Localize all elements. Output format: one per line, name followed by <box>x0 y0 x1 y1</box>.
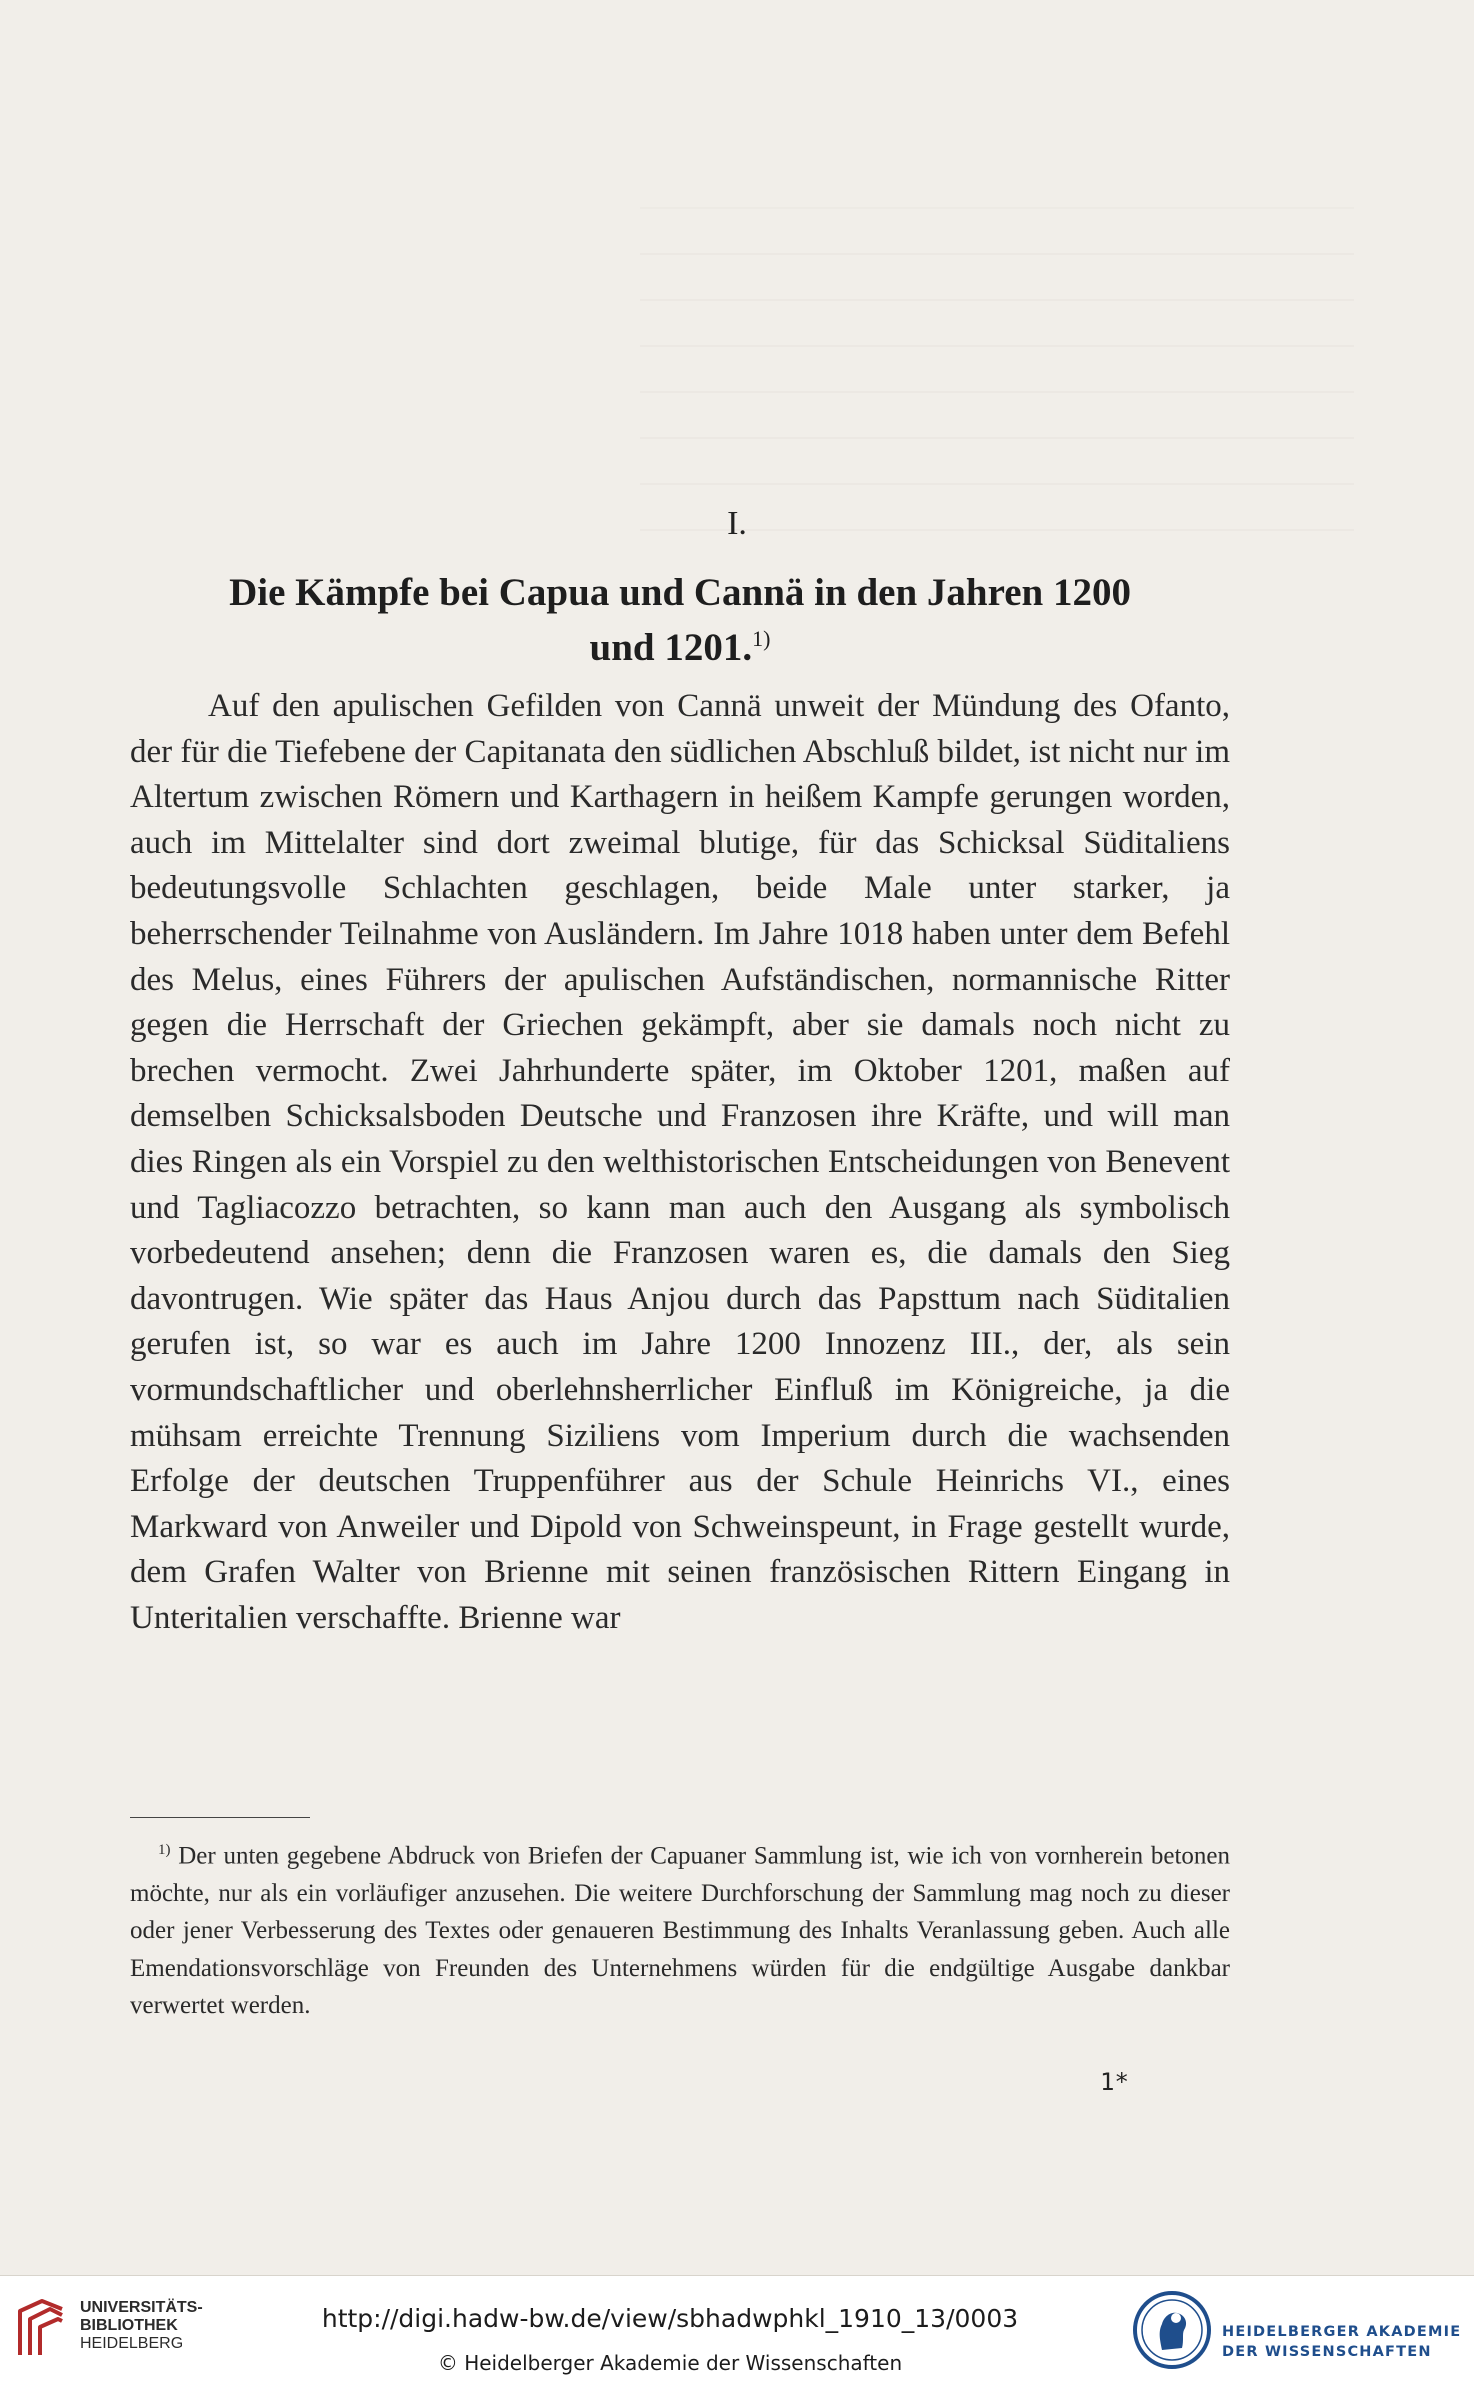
academy-seal-icon[interactable] <box>1132 2290 1212 2374</box>
title-line-2: und 1201. <box>589 626 753 669</box>
university-library-logo-icon[interactable] <box>12 2297 70 2363</box>
signature-mark: 1* <box>1100 2068 1129 2096</box>
permalink-url[interactable]: http://digi.hadw-bw.de/view/sbhadwphkl_1910_13/0003 <box>321 2304 1019 2333</box>
body-paragraph: Auf den apulischen Gefilden von Cannä unweit der Mündung des Ofanto, der für die Tiefebene der Capitanata den südlichen Abschluß bildet, ist nicht nur im Altertum zwischen Römern und Karthagern in heißem Kampfe gerungen worden, auch im Mittelalter sind dort zweimal blutige, für das Schicksal Süditaliens bedeutungsvolle Schlachten geschlagen, beide Male unter starker, ja beherrschender Teilnahme von Ausländern. Im Jahre 1018 haben unter dem Befehl des Melus, eines Führers der apulischen Aufständischen, normannische Ritter gegen die Herrschaft der Griechen gekämpft, aber sie damals noch nicht zu brechen vermocht. Zwei Jahrhunderte später, im Oktober 1201, maßen auf demselben Schicksalsboden Deutsche und Franzosen ihre Kräfte, und will man dies Ringen als ein Vorspiel zu den welthistorischen Entscheidungen von Benevent und Tagliacozzo betrachten, so kann man auch den Ausgang als symbolisch vorbedeutend ansehen; denn die Franzosen waren es, die damals den Sieg davontrugen. Wie später das Haus Anjou durch das Papsttum nach Süditalien gerufen ist, so war es auch im Jahre 1200 Innozenz III., der, als sein vormundschaftlicher und oberlehnsherrlicher Einfluß im Königreiche, ja die mühsam erreichte Trennung Siziliens vom Imperium durch die wachsenden Erfolge der deutschen Truppenführer aus der Schule Heinrichs VI., eines Markward von Anweiler und Dipold von Schweinspeunt, in Frage gestellt wurde, dem Grafen Walter von Brienne mit seinen französischen Rittern Eingang in Unteritalien verschaffte. Brienne war <box>130 688 1230 1636</box>
footnote <box>130 1832 1230 2025</box>
footnote-divider <box>130 1817 310 1818</box>
ub-line-2: BIBLIOTHEK <box>80 2317 178 2334</box>
title-footnote-mark: 1) <box>752 626 771 651</box>
ub-line-1: UNIVERSITÄTS- <box>80 2299 203 2316</box>
hadw-line-2: DER WISSENSCHAFTEN <box>1222 2344 1432 2360</box>
copyright-notice: © Heidelberger Akademie der Wissenschaften <box>437 2351 903 2375</box>
chapter-title <box>130 570 1230 671</box>
academy-name <box>1222 2322 1461 2362</box>
title-line-1: Die Kämpfe bei Capua und Cannä in den Jahren 1200 <box>229 571 1131 614</box>
footnote-mark: 1) <box>158 1842 171 1858</box>
ub-line-3: HEIDELBERG <box>80 2335 184 2352</box>
university-library-name <box>80 2299 203 2353</box>
section-number: I. <box>727 505 747 542</box>
footnote-text: Der unten gegebene Abdruck von Briefen der Capuaner Sammlung ist, wie ich von vornherein betonen möchte, nur als ein vorläufiger anzusehen. Die weitere Durchforschung der Sammlung mag noch zu dieser oder jener Verbesserung des Textes oder genaueren Bestimmung des Inhalts Veranlassung geben. Auch alle Emendationsvorschläge von Freunden des Unternehmens würden für die endgültige Ausgabe dankbar verwertet werden. <box>130 1842 1231 2020</box>
hadw-line-1: HEIDELBERGER AKADEMIE <box>1222 2324 1462 2340</box>
